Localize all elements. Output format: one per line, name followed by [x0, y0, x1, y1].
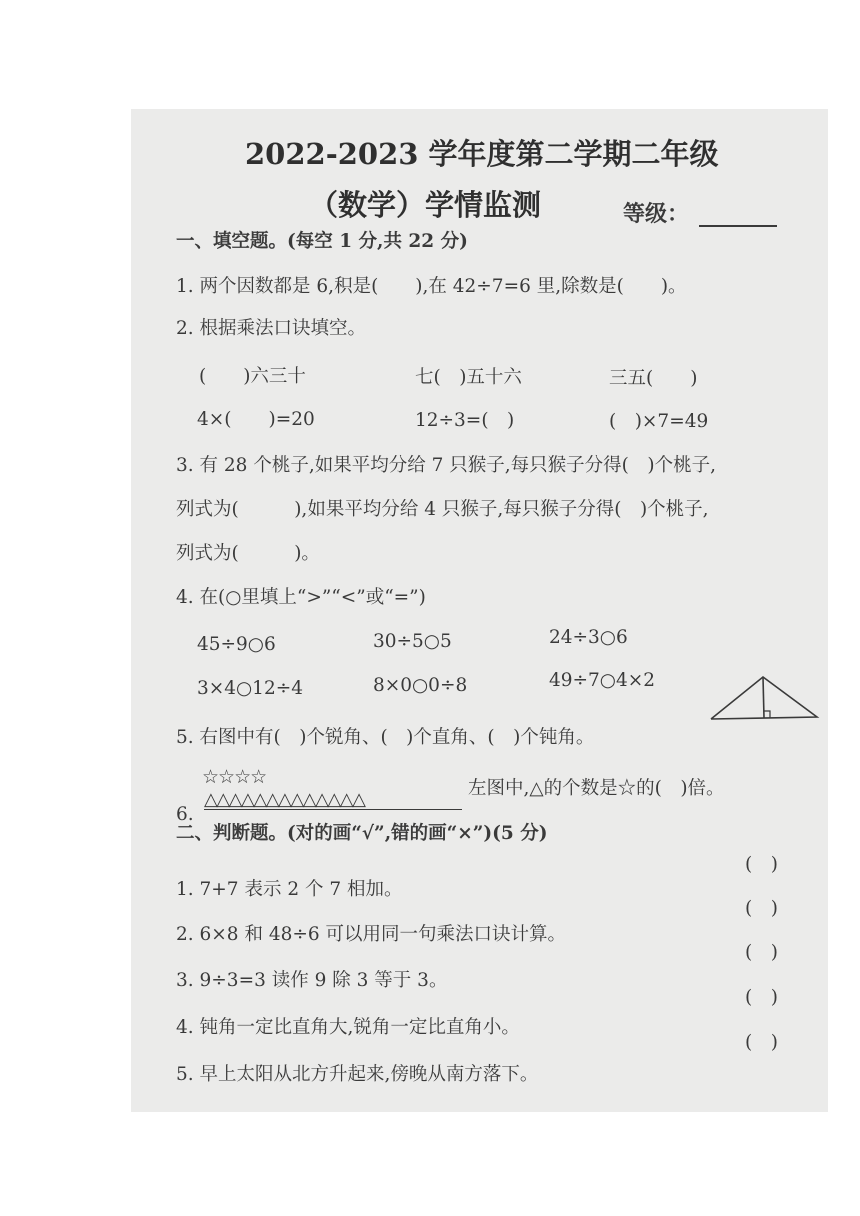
q2-item-4: 4×( )=20 — [197, 409, 315, 430]
grade-blank[interactable] — [699, 225, 777, 227]
section-heading-true-false: 二、判断题。(对的画“√”,错的画“×”)(5 分) — [176, 823, 548, 844]
q2-item-5: 12÷3=( ) — [415, 410, 515, 431]
triangle-height-line — [763, 677, 764, 718]
q4-item-6: 49÷7○4×2 — [549, 670, 655, 691]
q4-item-5: 8×0○0÷8 — [373, 675, 468, 696]
q2-item-3: 三五( ) — [609, 368, 698, 389]
page-subtitle: （数学）学情监测 — [309, 188, 542, 222]
judge-bracket-3[interactable]: ( ) — [745, 942, 778, 963]
triangle-figure — [709, 673, 821, 723]
question-3-line-2: 列式为( ),如果平均分给 4 只猴子,每只猴子分得( )个桃子, — [176, 499, 709, 520]
judge-bracket-5[interactable]: ( ) — [745, 1032, 778, 1053]
q6-stars: ☆☆☆☆ — [202, 766, 267, 788]
judge-bracket-4[interactable]: ( ) — [745, 987, 778, 1008]
right-angle-mark — [764, 711, 770, 718]
judge-item-3: 3. 9÷3=3 读作 9 除 3 等于 3。 — [176, 970, 448, 991]
q6-shape-baseline — [204, 809, 462, 810]
q4-item-3: 24÷3○6 — [549, 627, 628, 648]
judge-bracket-1[interactable]: ( ) — [745, 854, 778, 875]
q2-item-1: ( )六三十 — [199, 366, 306, 387]
q6-triangles: △△△△△△△△△△△△△ — [204, 789, 365, 810]
question-3-line-1: 3. 有 28 个桃子,如果平均分给 7 只猴子,每只猴子分得( )个桃子, — [176, 455, 716, 476]
q2-item-6: ( )×7=49 — [609, 411, 709, 432]
page-title: 2022-2023 学年度第二学期二年级 — [245, 137, 719, 171]
question-1: 1. 两个因数都是 6,积是( ),在 42÷7=6 里,除数是( )。 — [176, 276, 687, 297]
q4-item-1: 45÷9○6 — [197, 634, 276, 655]
grade-label: 等级： — [623, 201, 690, 227]
question-4-title: 4. 在(○里填上“>”“<”或“=”) — [176, 587, 426, 608]
q4-item-2: 30÷5○5 — [373, 631, 452, 652]
judge-item-5: 5. 早上太阳从北方升起来,傍晚从南方落下。 — [176, 1064, 539, 1085]
exam-paper — [131, 109, 828, 1112]
judge-item-1: 1. 7+7 表示 2 个 7 相加。 — [176, 879, 403, 900]
q4-item-4: 3×4○12÷4 — [197, 678, 303, 699]
judge-bracket-2[interactable]: ( ) — [745, 898, 778, 919]
question-2-title: 2. 根据乘法口诀填空。 — [176, 318, 367, 339]
question-3-line-3: 列式为( )。 — [176, 543, 320, 564]
question-5: 5. 右图中有( )个锐角、( )个直角、( )个钝角。 — [176, 727, 595, 748]
q6-number: 6. — [176, 804, 194, 825]
judge-item-2: 2. 6×8 和 48÷6 可以用同一句乘法口诀计算。 — [176, 924, 567, 945]
question-6: 左图中,△的个数是☆的( )倍。 — [468, 778, 725, 799]
q2-item-2: 七( )五十六 — [415, 367, 522, 388]
judge-item-4: 4. 钝角一定比直角大,锐角一定比直角小。 — [176, 1017, 520, 1038]
section-heading-fill-in: 一、填空题。(每空 1 分,共 22 分) — [176, 231, 468, 252]
